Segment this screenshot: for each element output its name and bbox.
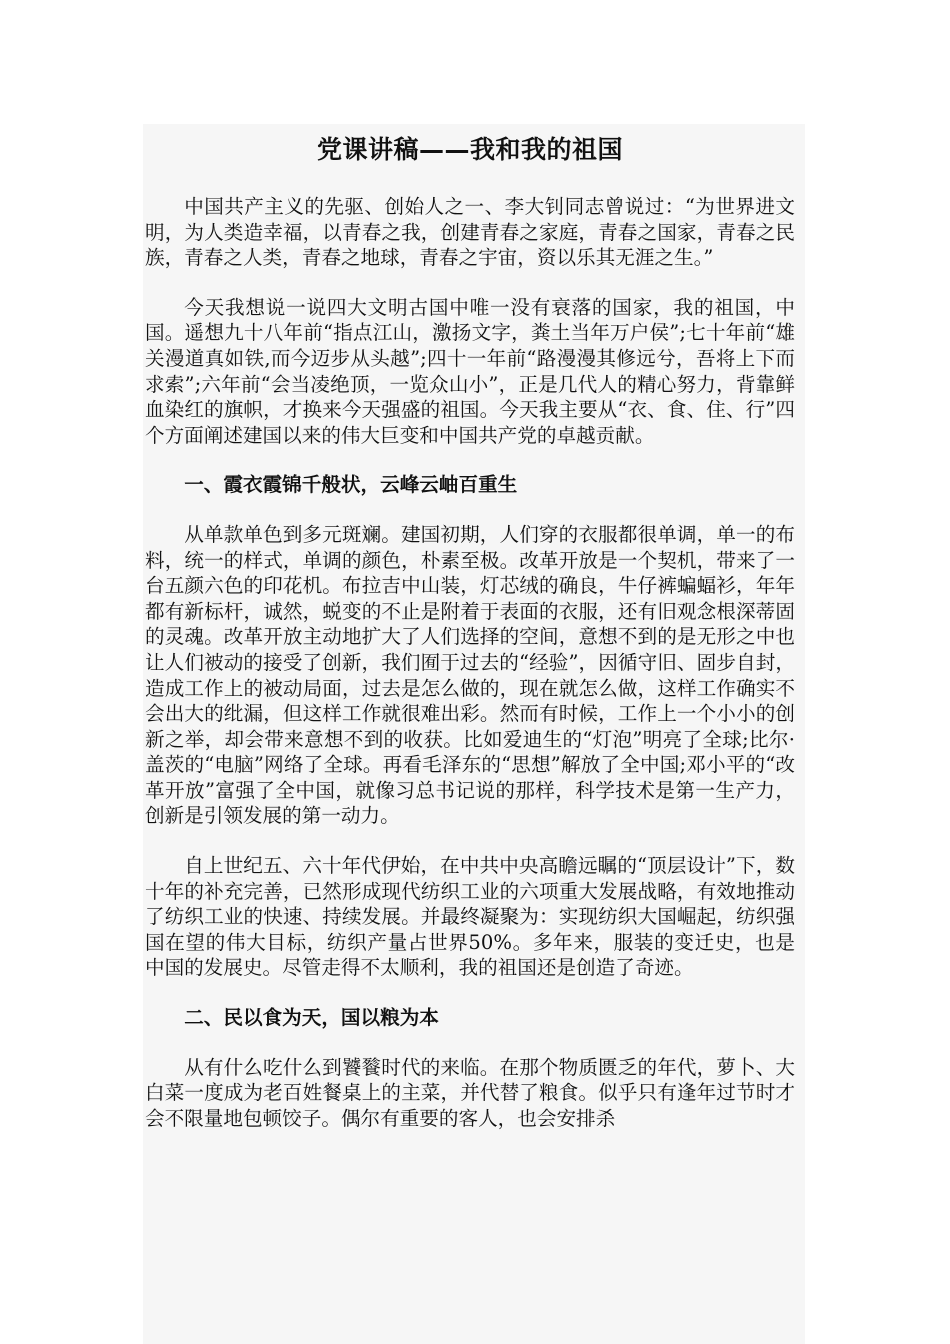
paragraph-4: 自上世纪五、六十年代伊始，在中共中央高瞻远瞩的“顶层设计”下，数十年的补充完善，已然形成现代纺织工业的六项重大发展战略，有效地推动了纺织工业的快速、持续发展。并最终凝聚为：实现纺织大国崛起，纺织强国在望的伟大目标，纺织产量占世界50%。多年来，服装的变迁史，也是中国的发展史。尽管走得不太顺利，我的祖国还是创造了奇迹。 [145, 854, 795, 980]
section-heading-2: 二、民以食为天，国以粮为本 [184, 1006, 439, 1030]
document-title: 党课讲稿——我和我的祖国 [316, 135, 623, 164]
paragraph-1: 中国共产主义的先驱、创始人之一、李大钊同志曾说过：“为世界进文明，为人类造幸福，以青春之我，创建青春之家庭，青春之国家，青春之民族，青春之人类，青春之地球，青春之宇宙，资以乐其无涯之生。” [145, 195, 795, 270]
section-heading-1: 一、霞衣霞锦千般状，云峰云岫百重生 [184, 473, 518, 497]
paragraph-5: 从有什么吃什么到饕餮时代的来临。在那个物质匮乏的年代，萝卜、大白菜一度成为老百姓餐桌上的主菜，并代替了粮食。似乎只有逢年过节时才会不限量地包顿饺子。偶尔有重要的客人，也会安排杀 [145, 1055, 795, 1130]
paragraph-2: 今天我想说一说四大文明古国中唯一没有衰落的国家，我的祖国，中国。遥想九十八年前“指点江山，激扬文字，粪土当年万户侯”;七十年前“雄关漫道真如铁,而今迈步从头越”;四十一年前“路漫漫其修远兮，吾将上下而求索”;六年前“会当凌绝顶，一览众山小”，正是几代人的精心努力，背靠鲜血染红的旗帜，才换来今天强盛的祖国。今天我主要从“衣、食、住、行”四个方面阐述建国以来的伟大巨变和中国共产党的卓越贡献。 [145, 295, 795, 447]
paragraph-3: 从单款单色到多元斑斓。建国初期，人们穿的衣服都很单调，单一的布料，统一的样式，单调的颜色，朴素至极。改革开放是一个契机，带来了一台五颜六色的印花机。布拉吉中山装，灯芯绒的确良，牛仔裤蝙蝠衫，年年都有新标杆，诚然，蜕变的不止是附着于表面的衣服，还有旧观念根深蒂固的灵魂。改革开放主动地扩大了人们选择的空间，意想不到的是无形之中也让人们被动的接受了创新，我们囿于过去的“经验”，因循守旧、固步自封，造成工作上的被动局面，过去是怎么做的，现在就怎么做，这样工作确实不会出大的纰漏，但这样工作就很难出彩。然而有时候，工作上一个小小的创新之举，却会带来意想不到的收获。比如爱迪生的“灯泡”明亮了全球;比尔·盖茨的“电脑”网络了全球。再看毛泽东的“思想”解放了全中国;邓小平的“改革开放”富强了全中国，就像习总书记说的那样，科学技术是第一生产力，创新是引领发展的第一动力。 [145, 522, 795, 828]
document-content [145, 132, 795, 1155]
